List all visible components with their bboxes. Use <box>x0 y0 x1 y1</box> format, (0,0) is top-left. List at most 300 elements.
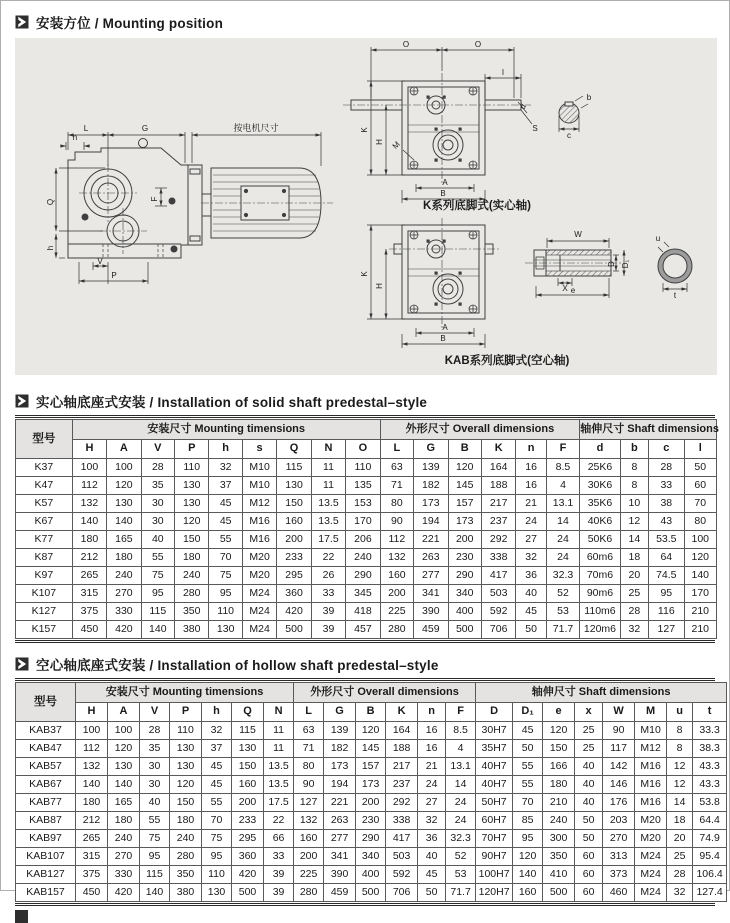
value-cell: 330 <box>107 603 141 621</box>
value-cell: 230 <box>356 812 386 830</box>
value-cell: M16 <box>635 776 667 794</box>
model-cell: KAB67 <box>16 776 76 794</box>
value-cell: 32.3 <box>446 830 476 848</box>
value-cell: 373 <box>603 866 635 884</box>
value-cell: 233 <box>277 549 311 567</box>
value-cell: 53 <box>546 603 579 621</box>
value-cell: 95 <box>141 585 174 603</box>
value-cell: 38 <box>649 495 684 513</box>
column-header: B <box>356 703 386 722</box>
column-header: A <box>107 440 141 459</box>
table-row <box>16 621 717 639</box>
dim-label-B: B <box>440 189 446 198</box>
value-cell: 27 <box>516 531 546 549</box>
value-cell: 295 <box>277 567 311 585</box>
value-cell: 130 <box>170 740 202 758</box>
table-row <box>16 830 727 848</box>
value-cell: 24 <box>446 794 476 812</box>
front-view-k-labels <box>360 40 538 198</box>
value-cell: M24 <box>242 621 276 639</box>
value-cell: 157 <box>448 495 481 513</box>
dim-label-M: M <box>390 139 402 151</box>
value-cell: 280 <box>380 621 413 639</box>
value-cell: 4 <box>446 740 476 758</box>
value-cell: 295 <box>232 830 264 848</box>
column-header: l <box>684 440 716 459</box>
hollow-shaft-drawing <box>525 230 630 298</box>
column-header: t <box>693 703 727 722</box>
value-cell: 212 <box>76 812 108 830</box>
table-row <box>16 848 727 866</box>
value-cell: 14 <box>446 776 476 794</box>
column-header: F <box>446 703 476 722</box>
value-cell: 66 <box>264 830 294 848</box>
arrow-bullet-icon <box>15 657 29 671</box>
value-cell: 233 <box>232 812 264 830</box>
model-column-header: 型号 <box>16 683 76 722</box>
value-cell: 300 <box>543 830 575 848</box>
value-cell: 221 <box>324 794 356 812</box>
value-cell: 120H7 <box>476 884 513 902</box>
value-cell: 338 <box>481 549 515 567</box>
value-cell: 237 <box>481 513 515 531</box>
column-header: e <box>543 703 575 722</box>
value-cell: 28 <box>620 603 648 621</box>
value-cell: 30 <box>141 513 174 531</box>
dim-label-d: d <box>517 102 528 111</box>
value-cell: 74.5 <box>649 567 684 585</box>
table-row <box>16 776 727 794</box>
value-cell: 40H7 <box>476 776 513 794</box>
value-cell: 60 <box>575 884 603 902</box>
value-cell: 180 <box>108 812 140 830</box>
value-cell: 459 <box>414 621 448 639</box>
value-cell: 70 <box>209 549 242 567</box>
value-cell: 277 <box>324 830 356 848</box>
value-cell: 38.3 <box>693 740 727 758</box>
value-cell: 173 <box>448 513 481 531</box>
value-cell: 12 <box>667 776 693 794</box>
column-header: s <box>242 440 276 459</box>
value-cell: 390 <box>324 866 356 884</box>
value-cell: 592 <box>481 603 515 621</box>
value-cell: 50 <box>513 740 543 758</box>
value-cell: M20 <box>635 812 667 830</box>
value-cell: 117 <box>603 740 635 758</box>
value-cell: 200 <box>294 848 324 866</box>
value-cell: 135 <box>346 477 380 495</box>
column-header: P <box>175 440 209 459</box>
value-cell: 71.7 <box>446 884 476 902</box>
value-cell: 265 <box>76 830 108 848</box>
value-cell: 166 <box>543 758 575 776</box>
value-cell: 110 <box>346 459 380 477</box>
value-cell: 225 <box>294 866 324 884</box>
value-cell: 90H7 <box>476 848 513 866</box>
value-cell: 75 <box>202 830 232 848</box>
value-cell: 45 <box>209 495 242 513</box>
value-cell: 418 <box>346 603 380 621</box>
value-cell: 45 <box>209 513 242 531</box>
value-cell: 130 <box>175 495 209 513</box>
column-header: M <box>635 703 667 722</box>
value-cell: M16 <box>635 794 667 812</box>
value-cell: 33 <box>311 585 345 603</box>
value-cell: 115 <box>140 866 170 884</box>
value-cell: 30 <box>141 495 174 513</box>
model-cell: K87 <box>16 549 73 567</box>
dim-label-L: L <box>83 124 89 133</box>
value-cell: 240 <box>107 567 141 585</box>
value-cell: 277 <box>414 567 448 585</box>
value-cell: 182 <box>324 740 356 758</box>
value-cell: 400 <box>448 603 481 621</box>
value-cell: 157 <box>356 758 386 776</box>
value-cell: M12 <box>242 495 276 513</box>
value-cell: 39 <box>264 884 294 902</box>
model-cell: KAB47 <box>16 740 76 758</box>
value-cell: 390 <box>414 603 448 621</box>
value-cell: 350 <box>170 866 202 884</box>
table-row <box>16 477 717 495</box>
column-header: d <box>580 440 621 459</box>
value-cell: 206 <box>346 531 380 549</box>
value-cell: 115 <box>232 722 264 740</box>
value-cell: 500 <box>277 621 311 639</box>
value-cell: 25 <box>620 585 648 603</box>
value-cell: 55 <box>513 758 543 776</box>
table-row <box>16 513 717 531</box>
value-cell: M16 <box>635 758 667 776</box>
table-row <box>16 740 727 758</box>
column-group-header: 轴伸尺寸 Shaft dimensions <box>580 420 717 440</box>
section-title-mounting: 安装方位 / Mounting position <box>36 16 224 31</box>
value-cell: 450 <box>76 884 108 902</box>
value-cell: 40 <box>575 776 603 794</box>
column-header: D <box>476 703 513 722</box>
value-cell: 32 <box>667 884 693 902</box>
value-cell: M24 <box>635 866 667 884</box>
value-cell: 80 <box>684 513 716 531</box>
value-cell: 200 <box>356 794 386 812</box>
value-cell: 18 <box>620 549 648 567</box>
value-cell: 180 <box>107 549 141 567</box>
value-cell: 240 <box>170 830 202 848</box>
value-cell: 132 <box>72 495 106 513</box>
value-cell: 173 <box>414 495 448 513</box>
value-cell: 39 <box>264 866 294 884</box>
value-cell: 292 <box>386 794 418 812</box>
value-cell: 70 <box>202 812 232 830</box>
value-cell: 36 <box>516 567 546 585</box>
value-cell: 95 <box>513 830 543 848</box>
value-cell: 350 <box>175 603 209 621</box>
value-cell: 13.1 <box>446 758 476 776</box>
dim-label-A: A <box>442 178 448 187</box>
value-cell: 11 <box>264 722 294 740</box>
value-cell: 21 <box>516 495 546 513</box>
table-row <box>16 531 717 549</box>
value-cell: 24 <box>546 549 579 567</box>
value-cell: 75 <box>209 567 242 585</box>
value-cell: 194 <box>414 513 448 531</box>
value-cell: M20 <box>635 830 667 848</box>
value-cell: 36 <box>418 830 446 848</box>
value-cell: 43 <box>649 513 684 531</box>
value-cell: 32 <box>516 549 546 567</box>
value-cell: M10 <box>242 459 276 477</box>
value-cell: 24 <box>546 531 579 549</box>
model-cell: K127 <box>16 603 73 621</box>
column-header: O <box>346 440 380 459</box>
hollow-shaft-section <box>656 234 692 300</box>
value-cell: 30 <box>140 776 170 794</box>
technical-drawing <box>15 38 717 375</box>
value-cell: 200 <box>277 531 311 549</box>
value-cell: 221 <box>414 531 448 549</box>
value-cell: 120 <box>108 740 140 758</box>
value-cell: 32 <box>209 459 242 477</box>
value-cell: 50 <box>684 459 716 477</box>
value-cell: 140 <box>72 513 106 531</box>
value-cell: 32 <box>418 812 446 830</box>
value-cell: 180 <box>72 531 106 549</box>
value-cell: 43.3 <box>693 776 727 794</box>
model-cell: K157 <box>16 621 73 639</box>
model-cell: KAB37 <box>16 722 76 740</box>
value-cell: M16 <box>242 513 276 531</box>
value-cell: 340 <box>448 585 481 603</box>
value-cell: 150 <box>543 740 575 758</box>
value-cell: 130 <box>107 495 141 513</box>
value-cell: 26 <box>311 567 345 585</box>
column-header: G <box>414 440 448 459</box>
column-header: G <box>324 703 356 722</box>
value-cell: 375 <box>72 603 106 621</box>
value-cell: 60 <box>684 477 716 495</box>
value-cell: 55 <box>209 531 242 549</box>
value-cell: 17.5 <box>264 794 294 812</box>
value-cell: 180 <box>175 549 209 567</box>
value-cell: 55 <box>141 549 174 567</box>
value-cell: 11 <box>311 459 345 477</box>
value-cell: 71.7 <box>546 621 579 639</box>
value-cell: 420 <box>107 621 141 639</box>
dim-label-u: u <box>655 234 661 243</box>
value-cell: 127 <box>649 621 684 639</box>
dim-label-X: X <box>562 284 568 293</box>
table-row <box>16 812 727 830</box>
value-cell: 64 <box>649 549 684 567</box>
value-cell: 240 <box>543 812 575 830</box>
value-cell: 120 <box>170 776 202 794</box>
value-cell: 80 <box>294 758 324 776</box>
value-cell: 150 <box>175 531 209 549</box>
value-cell: 120 <box>684 549 716 567</box>
value-cell: 45 <box>516 603 546 621</box>
value-cell: 28 <box>667 866 693 884</box>
value-cell: 27 <box>418 794 446 812</box>
value-cell: 120 <box>356 722 386 740</box>
value-cell: M10 <box>242 477 276 495</box>
value-cell: 225 <box>380 603 413 621</box>
dim-label-G: G <box>141 124 149 133</box>
value-cell: 160 <box>380 567 413 585</box>
value-cell: 25K6 <box>580 459 621 477</box>
value-cell: 90 <box>294 776 324 794</box>
table-row <box>16 549 717 567</box>
value-cell: 37 <box>202 740 232 758</box>
value-cell: 60m6 <box>580 549 621 567</box>
value-cell: 176 <box>603 794 635 812</box>
value-cell: 60H7 <box>476 812 513 830</box>
value-cell: 132 <box>76 758 108 776</box>
value-cell: 457 <box>346 621 380 639</box>
solid-shaft-table-wrap <box>15 415 719 643</box>
value-cell: 20 <box>620 567 648 585</box>
value-cell: 115 <box>277 459 311 477</box>
value-cell: 24 <box>516 513 546 531</box>
value-cell: 50 <box>575 812 603 830</box>
dim-label-B2: B <box>440 334 446 343</box>
value-cell: 35 <box>141 477 174 495</box>
value-cell: 345 <box>346 585 380 603</box>
value-cell: 417 <box>481 567 515 585</box>
value-cell: 10 <box>620 495 648 513</box>
value-cell: 39 <box>311 621 345 639</box>
value-cell: 263 <box>324 812 356 830</box>
value-cell: 13.5 <box>264 758 294 776</box>
model-cell: K97 <box>16 567 73 585</box>
column-header: B <box>448 440 481 459</box>
value-cell: 182 <box>414 477 448 495</box>
column-header: V <box>141 440 174 459</box>
model-cell: KAB57 <box>16 758 76 776</box>
value-cell: 165 <box>107 531 141 549</box>
value-cell: 217 <box>386 758 418 776</box>
value-cell: 130 <box>175 477 209 495</box>
dim-label-H: H <box>375 139 384 145</box>
model-cell: KAB97 <box>16 830 76 848</box>
value-cell: 120m6 <box>580 621 621 639</box>
value-cell: 52 <box>446 848 476 866</box>
value-cell: 32.3 <box>546 567 579 585</box>
value-cell: M16 <box>242 531 276 549</box>
value-cell: 14 <box>667 794 693 812</box>
table-row <box>16 884 727 902</box>
value-cell: 40H7 <box>476 758 513 776</box>
value-cell: M24 <box>242 585 276 603</box>
dim-label-V: V <box>97 257 103 266</box>
value-cell: 140 <box>513 866 543 884</box>
dim-label-K2: K <box>360 271 369 277</box>
value-cell: 4 <box>546 477 579 495</box>
value-cell: 150 <box>277 495 311 513</box>
value-cell: 40 <box>575 758 603 776</box>
value-cell: 410 <box>543 866 575 884</box>
value-cell: 22 <box>311 549 345 567</box>
value-cell: 85 <box>513 812 543 830</box>
section-title-solid: 实心轴底座式安装 / Installation of solid shaft predestal–style <box>36 395 428 410</box>
section-hollow-shaft <box>15 655 729 673</box>
value-cell: 265 <box>72 567 106 585</box>
column-header: L <box>380 440 413 459</box>
value-cell: 45 <box>418 866 446 884</box>
value-cell: 14 <box>620 531 648 549</box>
value-cell: 270 <box>108 848 140 866</box>
value-cell: 17.5 <box>311 531 345 549</box>
value-cell: 13.5 <box>311 495 345 513</box>
value-cell: 75 <box>140 830 170 848</box>
solid-shaft-dimensions-table <box>15 419 717 639</box>
value-cell: M24 <box>242 603 276 621</box>
value-cell: 160 <box>294 830 324 848</box>
value-cell: 210 <box>684 621 716 639</box>
value-cell: 240 <box>175 567 209 585</box>
value-cell: 112 <box>72 477 106 495</box>
hollow-shaft-table-wrap <box>15 678 723 906</box>
value-cell: 200 <box>448 531 481 549</box>
value-cell: 40 <box>141 531 174 549</box>
value-cell: 263 <box>414 549 448 567</box>
value-cell: 40K6 <box>580 513 621 531</box>
value-cell: 43.3 <box>693 758 727 776</box>
value-cell: 200 <box>380 585 413 603</box>
value-cell: 420 <box>277 603 311 621</box>
value-cell: 100 <box>76 722 108 740</box>
value-cell: 341 <box>324 848 356 866</box>
value-cell: 60 <box>575 848 603 866</box>
mounting-position-drawing-panel <box>15 38 717 375</box>
arrow-bullet-icon <box>15 15 29 29</box>
arrow-bullet-icon <box>15 394 29 408</box>
value-cell: 400 <box>356 866 386 884</box>
value-cell: 173 <box>356 776 386 794</box>
value-cell: 140 <box>107 513 141 531</box>
value-cell: 16 <box>516 459 546 477</box>
caption-k-series: K系列底脚式(实心轴) <box>423 200 531 212</box>
value-cell: 160 <box>513 884 543 902</box>
value-cell: 100 <box>72 459 106 477</box>
dim-label-P: P <box>111 271 117 280</box>
value-cell: 292 <box>481 531 515 549</box>
column-header: n <box>516 440 546 459</box>
value-cell: 24 <box>418 776 446 794</box>
dim-label-F: F <box>150 196 159 202</box>
solid-shaft-section <box>559 93 592 140</box>
value-cell: 45 <box>513 722 543 740</box>
value-cell: 90 <box>380 513 413 531</box>
value-cell: 8.5 <box>446 722 476 740</box>
model-cell: KAB107 <box>16 848 76 866</box>
dim-label-D: D <box>607 261 616 267</box>
value-cell: 30 <box>140 758 170 776</box>
value-cell: 50H7 <box>476 794 513 812</box>
value-cell: 160 <box>277 513 311 531</box>
column-header: H <box>76 703 108 722</box>
value-cell: 70H7 <box>476 830 513 848</box>
value-cell: 313 <box>603 848 635 866</box>
value-cell: 290 <box>346 567 380 585</box>
value-cell: 112 <box>380 531 413 549</box>
column-header: F <box>546 440 579 459</box>
dim-label-I: I <box>501 68 505 77</box>
value-cell: 315 <box>76 848 108 866</box>
value-cell: 8 <box>620 477 648 495</box>
value-cell: 63 <box>294 722 324 740</box>
value-cell: 127.4 <box>693 884 727 902</box>
value-cell: 112 <box>76 740 108 758</box>
